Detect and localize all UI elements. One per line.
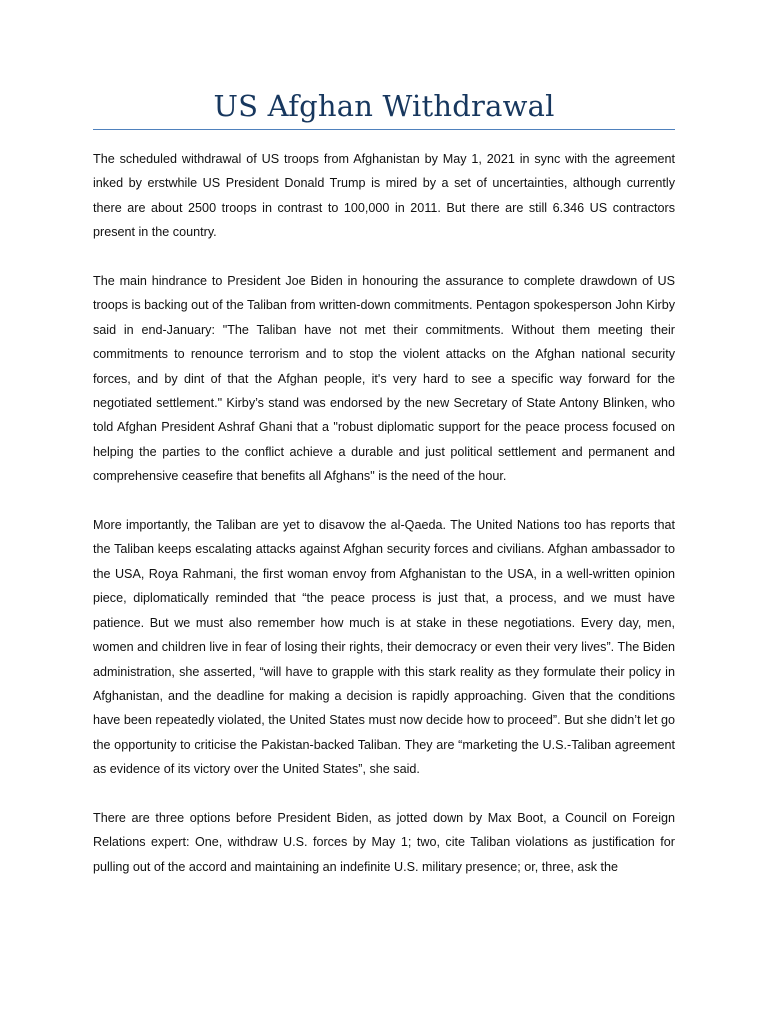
paragraph-4: There are three options before President Biden, as jotted down by Max Boot, a Council on Foreign Relations expert: One, withdraw U.S. forces by May 1; two, cite Taliban violations as justification for pulling out of the accord and maintaining an indefinite U.S. military presence; or, three, ask the [93,810,675,874]
document-body [93,147,675,904]
paragraph-3: More importantly, the Taliban are yet to disavow the al-Qaeda. The United Nations too has reports that the Taliban keeps escalating attacks against Afghan security forces and civilians. Afghan ambassador to the USA, Roya Rahmani, the first woman envoy from Afghanistan to the USA, in a well-written opinion piece, diplomatically reminded that “the peace process is just that, a process, and we must have patience. But we must also remember how much is at stake in these negotiations. Every day, men, women and children live in fear of losing their rights, their democracy or even their very lives”. The Biden administration, she asserted, “will have to grapple with this stark reality as they formulate their policy in Afghanistan, and the deadline for making a decision is rapidly approaching. Given that the conditions have been repeatedly violated, the United States must now decide how to proceed”. But she didn’t let go the opportunity to criticise the Pakistan-backed Taliban. They are “marketing the U.S.-Taliban agreement as evidence of its victory over the United States”, she said. [93,518,675,777]
paragraph-1: The scheduled withdrawal of US troops from Afghanistan by May 1, 2021 in sync with the agreement inked by erstwhile US President Donald Trump is mired by a set of uncertainties, although currently there are about 2500 troops in contrast to 100,000 in 2011. But there are still 6.346 US contractors present in the country. [93,152,675,240]
paragraph-2: The main hindrance to President Joe Biden in honouring the assurance to complete drawdown of US troops is backing out of the Taliban from written-down commitments. Pentagon spokesperson John Kirby said in end-January: "The Taliban have not met their commitments. Without them meeting their commitments to renounce terrorism and to stop the violent attacks on the Afghan national security forces, and by dint of that the Afghan people, it's very hard to see a specific way forward for the negotiated settlement." Kirby’s stand was endorsed by the new Secretary of State Antony Blinken, who told Afghan President Ashraf Ghani that a "robust diplomatic support for the peace process focused on helping the parties to the conflict achieve a durable and just political settlement and permanent and comprehensive ceasefire that benefits all Afghans" is the need of the hour. [93,274,675,484]
title-underline [93,129,675,130]
document-title: US Afghan Withdrawal [213,89,555,123]
